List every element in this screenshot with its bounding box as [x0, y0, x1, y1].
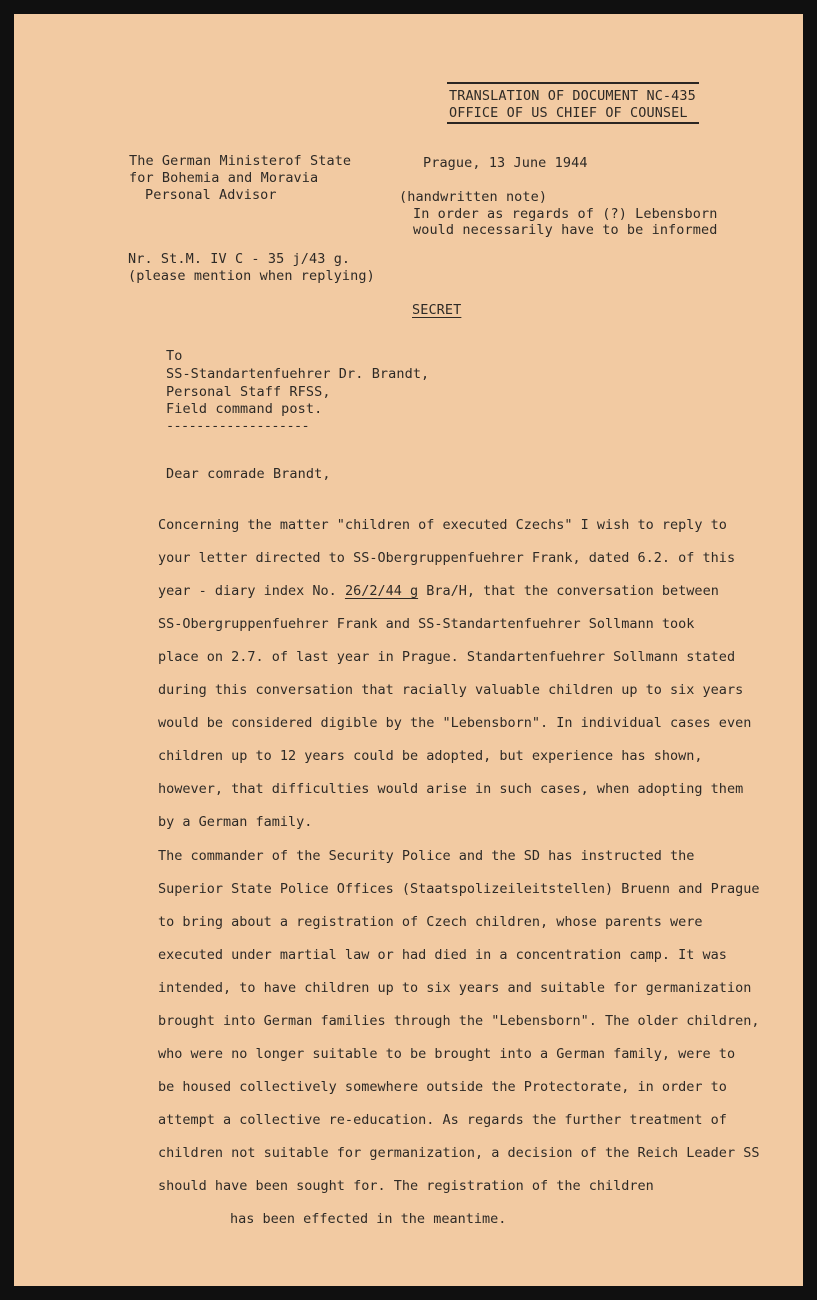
note-line-3: would necessarily have to be informed: [413, 222, 718, 238]
document-page: [14, 14, 803, 1286]
reference-line-1: Nr. St.M. IV C - 35 j/43 g.: [128, 251, 351, 267]
recipient-line-4: Field command post.: [166, 401, 323, 417]
recipient-line-1: To: [166, 348, 183, 364]
translation-header: [447, 82, 699, 124]
reference-line-2: (please mention when replying): [128, 268, 375, 284]
body-line: intended, to have children up to six years and suitable for germanization: [158, 980, 752, 996]
body-line: your letter directed to SS-Obergruppenfuehrer Frank, dated 6.2. of this: [158, 550, 736, 566]
body-line: attempt a collective re-education. As regards the further treatment of: [158, 1112, 727, 1128]
letter-date: Prague, 13 June 1944: [423, 155, 588, 171]
body-text: Bra/H, that the conversation between: [418, 583, 719, 599]
body-line: should have been sought for. The registration of the children: [158, 1178, 654, 1194]
body-line: Superior State Police Offices (Staatspolizeileitstellen) Bruenn and Prague: [158, 881, 760, 897]
body-line: The commander of the Security Police and the SD has instructed the: [158, 848, 695, 864]
body-line: children up to 12 years could be adopted, but experience has shown,: [158, 748, 703, 764]
body-line: to bring about a registration of Czech children, whose parents were: [158, 914, 703, 930]
body-line: executed under martial law or had died in a concentration camp. It was: [158, 947, 727, 963]
body-line: brought into German families through the "Lebensborn". The older children,: [158, 1013, 760, 1029]
body-line: however, that difficulties would arise in such cases, when adopting them: [158, 781, 744, 797]
diary-index: 26/2/44 g: [344, 583, 419, 599]
header-line-1: TRANSLATION OF DOCUMENT NC-435: [449, 88, 696, 104]
body-line: be housed collectively somewhere outside the Protectorate, in order to: [158, 1079, 727, 1095]
recipient-line-2: SS-Standartenfuehrer Dr. Brandt,: [166, 366, 430, 382]
body-line: Concerning the matter "children of executed Czechs" I wish to reply to: [158, 517, 727, 533]
body-line: by a German family.: [158, 814, 313, 830]
note-line-2: In order as regards of (?) Lebensborn: [413, 206, 718, 222]
salutation: Dear comrade Brandt,: [166, 466, 331, 482]
body-line: during this conversation that racially valuable children up to six years: [158, 682, 744, 698]
recipient-underline: -------------------: [166, 418, 310, 434]
body-line: [158, 582, 719, 600]
recipient-line-3: Personal Staff RFSS,: [166, 384, 331, 400]
note-line-1: (handwritten note): [399, 189, 548, 205]
header-line-2: OFFICE OF US CHIEF OF COUNSEL: [449, 105, 688, 121]
classification-secret: SECRET: [412, 302, 462, 318]
body-line: children not suitable for germanization, a decision of the Reich Leader SS: [158, 1145, 760, 1161]
sender-line-3: Personal Advisor: [145, 187, 277, 203]
sender-line-1: The German Ministerof State: [129, 153, 352, 169]
body-line: would be considered digible by the "Lebensborn". In individual cases even: [158, 715, 752, 731]
body-line: SS-Obergruppenfuehrer Frank and SS-Standartenfuehrer Sollmann took: [158, 616, 695, 632]
body-line: has been effected in the meantime.: [230, 1211, 507, 1227]
sender-line-2: for Bohemia and Moravia: [129, 170, 319, 186]
body-line: place on 2.7. of last year in Prague. Standartenfuehrer Sollmann stated: [158, 649, 736, 665]
body-text: year - diary index No.: [158, 583, 345, 599]
body-line: who were no longer suitable to be brought into a German family, were to: [158, 1046, 736, 1062]
